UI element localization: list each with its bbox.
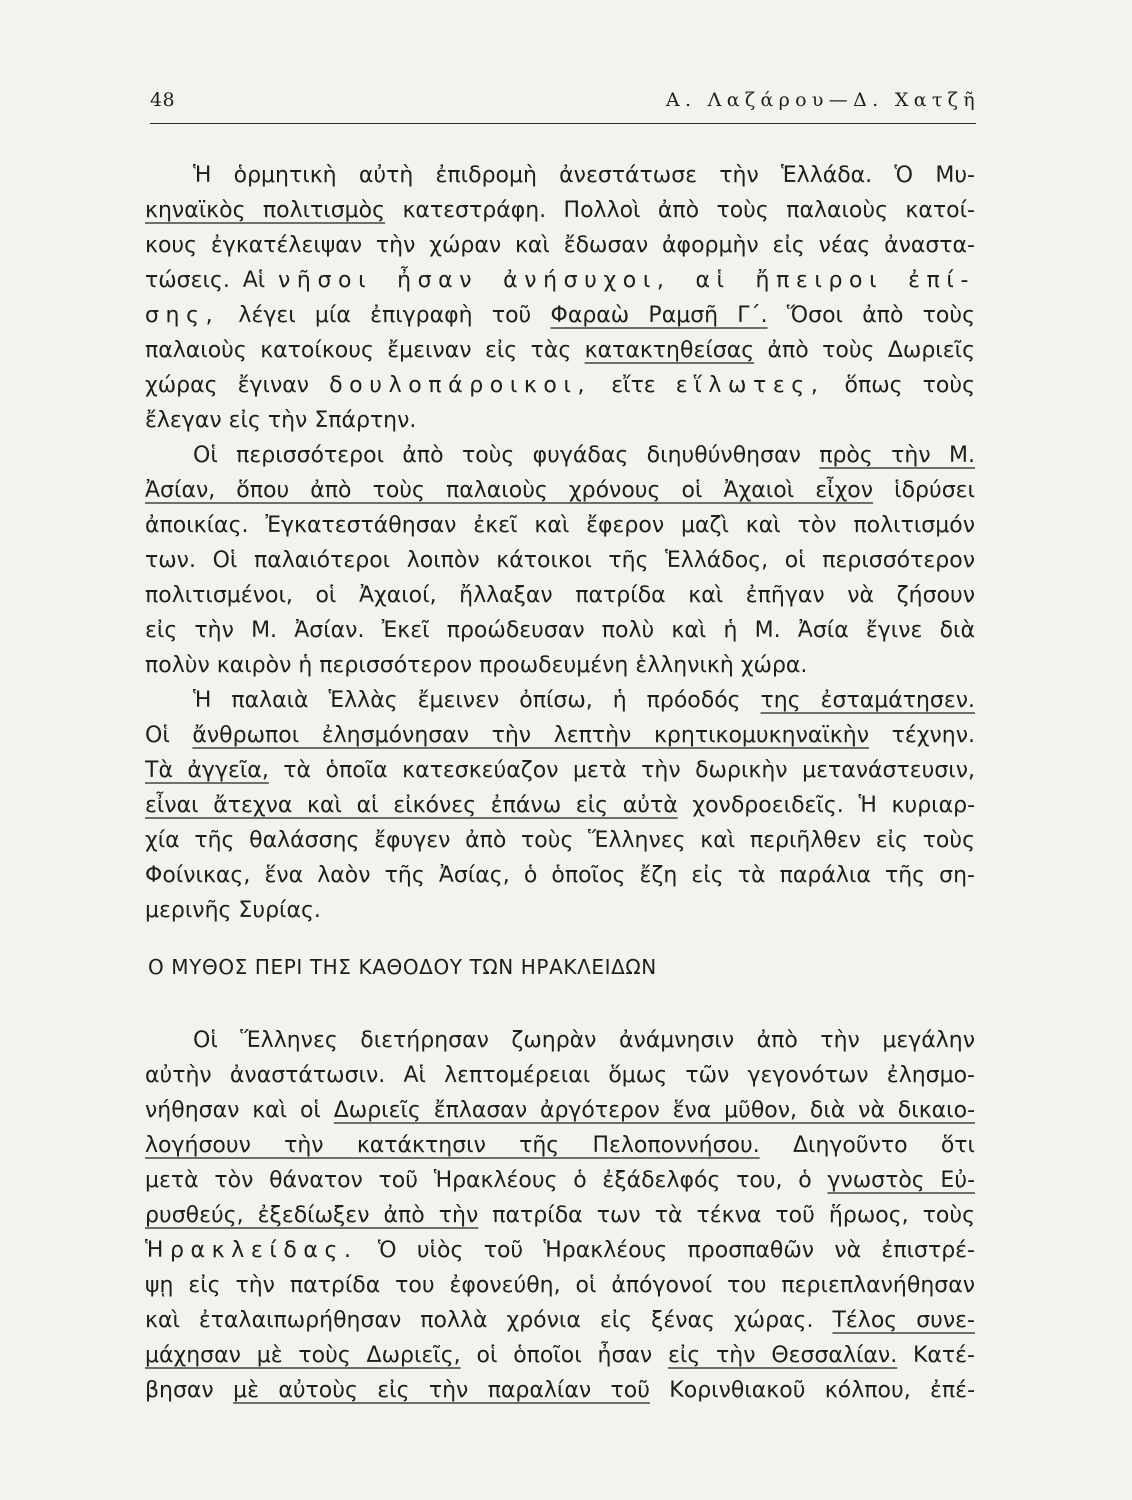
text-line: [145, 1198, 975, 1233]
pencil-underlined-text: Δωριεῖς ἔπλασαν ἀργότερον ἕνα μῦθον, διὰ νὰ δικαιο-: [333, 1098, 975, 1123]
text-line: μερινῆς Συρίας.: [145, 898, 321, 923]
text-segment: τώσεις. Αἱ: [145, 268, 279, 293]
text-line: Ἡ ὁρμητικὴ αὐτὴ ἐπιδρομὴ ἀνεστάτωσε τὴν Ἑλλάδα. Ὁ Μυ-: [193, 163, 975, 188]
letter-spaced-emphasis: Ἡρακλείδας.: [145, 1238, 358, 1263]
text-segment: χονδροειδεῖς. Ἡ κυριαρ-: [677, 793, 975, 818]
text-segment: χώρας ἔγιναν: [145, 373, 330, 398]
paragraph: [145, 158, 975, 438]
text-line: [145, 753, 975, 788]
text-line: ἀποικίας. Ἐγκατεστάθησαν ἐκεῖ καὶ ἔφερον μαζὶ καὶ τὸν πολιτισμόν: [145, 513, 975, 538]
pencil-underlined-text: Τὰ ἀγγεῖα,: [145, 758, 269, 783]
text-line: [145, 333, 975, 368]
text-line: των. Οἱ παλαιότεροι λοιπὸν κάτοικοι τῆς Ἑλλάδος, οἱ περισσότερον: [145, 548, 975, 573]
text-segment: τὰ ὁποῖα κατεσκεύαζον μετὰ τὴν δωρικὴν μετανάστευσιν,: [268, 758, 975, 783]
pencil-underlined-text: της ἐσταμάτησεν.: [760, 688, 975, 713]
text-line: [145, 1233, 975, 1268]
text-line: ψῃ εἰς τὴν πατρίδα του ἐφονεύθη, οἱ ἀπόγονοί του περιεπλανήθησαν: [145, 1273, 975, 1298]
text-segment: μετὰ τὸν θάνατον τοῦ Ἡρακλέους ὁ ἐξάδελφός του, ὁ: [145, 1168, 828, 1193]
text-segment: ἱδρύσει: [873, 478, 975, 503]
text-line: Φοίνικας, ἕνα λαὸν τῆς Ἀσίας, ὁ ὁποῖος ἔζη εἰς τὰ παράλια τῆς ση-: [145, 863, 975, 888]
text-segment: Ὅσοι ἀπὸ τοὺς: [767, 303, 975, 328]
text-segment: κατεστράφη. Πολλοὶ ἀπὸ τοὺς παλαιοὺς κατοί-: [385, 198, 975, 223]
text-line: [145, 1163, 975, 1198]
text-line: [145, 1093, 975, 1128]
pencil-underlined-text: μὲ αὐτοὺς εἰς τὴν παραλίαν τοῦ: [233, 1378, 650, 1403]
letter-spaced-emphasis: νῆσοι ἦσαν ἀνήσυχοι, αἱ ἤπειροι ἐπί-: [278, 268, 975, 293]
text-segment: ὅπως τοὺς: [824, 373, 975, 398]
text-segment: Ἡ παλαιὰ Ἑλλὰς ἔμεινεν ὀπίσω, ἡ πρόοδός: [193, 688, 761, 713]
text-column: [145, 158, 975, 1408]
text-segment: Διηγοῦντο ὅτι: [759, 1133, 975, 1158]
pencil-underlined-text: Φαραὼ Ραμσῆ Γ΄.: [550, 303, 768, 328]
text-segment: Οἱ: [145, 723, 193, 748]
text-line: [145, 788, 975, 823]
text-line: κους ἐγκατέλειψαν τὴν χώραν καὶ ἔδωσαν ἀφορμὴν εἰς νέας ἀναστα-: [145, 233, 975, 258]
paragraph: [145, 683, 975, 928]
paragraph: [145, 438, 975, 683]
text-line: [145, 1373, 975, 1408]
text-segment: τέχνην.: [869, 723, 975, 748]
pencil-underlined-text: εἶναι ἄτεχνα καὶ αἱ εἰκόνες ἐπάνω εἰς αὐτὰ: [145, 793, 678, 818]
text-line: Οἱ Ἕλληνες διετήρησαν ζωηρὰν ἀνάμνησιν ἀπὸ τὴν μεγάλην: [193, 1028, 975, 1053]
pencil-underlined-text: ρυσθεύς, ἐξεδίωξεν ἀπὸ τὴν: [145, 1203, 479, 1228]
text-line: πολιτισμένοι, οἱ Ἀχαιοί, ἤλλαξαν πατρίδα καὶ ἐπῆγαν νὰ ζήσουν: [145, 583, 975, 608]
running-header: [150, 86, 980, 114]
text-segment: βησαν: [145, 1378, 234, 1403]
pencil-underlined-text: Τέλος συνε-: [832, 1308, 975, 1333]
text-segment: Οἱ περισσότεροι ἀπὸ τοὺς φυγάδας διηυθύνθησαν: [193, 443, 820, 468]
text-line: [145, 438, 975, 473]
pencil-underlined-text: μάχησαν μὲ τοὺς Δωριεῖς,: [145, 1343, 461, 1368]
paragraphs-before-heading: [145, 158, 975, 928]
text-line: [145, 1303, 975, 1338]
pencil-underlined-text: κηναϊκὸς πολιτισμὸς: [145, 198, 386, 223]
text-line: πολὺν καιρὸν ἡ περισσότερον προωδευμένη ἑλληνικὴ χώρα.: [145, 653, 808, 678]
text-line: [145, 718, 975, 753]
text-segment: Κορινθιακοῦ κόλπου, ἐπέ-: [649, 1378, 975, 1403]
text-line: [145, 1128, 975, 1163]
text-segment: εἴτε: [591, 373, 676, 398]
text-line: [145, 683, 975, 718]
paragraph: [145, 1023, 975, 1408]
letter-spaced-emphasis: δουλοπάροικοι,: [329, 373, 592, 398]
text-segment: Κατέ-: [897, 1343, 975, 1368]
text-line: ἔλεγαν εἰς τὴν Σπάρτην.: [145, 408, 417, 433]
text-segment: Ὁ υἱὸς τοῦ Ἡρακλέους προσπαθῶν νὰ ἐπιστρέ-: [357, 1238, 975, 1263]
text-segment: παλαιοὺς κατοίκους ἔμειναν εἰς τὰς: [145, 338, 585, 363]
pencil-underlined-text: λογήσουν τὴν κατάκτησιν τῆς Πελοποννήσου.: [145, 1133, 760, 1158]
text-segment: ἀπὸ τοὺς Δωριεῖς: [754, 338, 975, 363]
text-segment: λέγει μία ἐπιγραφὴ τοῦ: [219, 303, 551, 328]
text-line: εἰς τὴν Μ. Ἀσίαν. Ἐκεῖ προώδευσαν πολὺ καὶ ἡ Μ. Ἀσία ἔγινε διὰ: [145, 618, 975, 643]
pencil-underlined-text: πρὸς τὴν Μ.: [819, 443, 975, 468]
running-title: Α. Λαζάρου—Δ. Χατζῆ: [665, 89, 980, 111]
pencil-underlined-text: Ἀσίαν, ὅπου ἀπὸ τοὺς παλαιοὺς χρόνους οἱ Ἀχαιοὶ εἶχον: [145, 478, 874, 503]
text-line: [145, 298, 975, 333]
text-segment: οἱ ὁποῖοι ἦσαν: [460, 1343, 668, 1368]
text-line: [145, 193, 975, 228]
section-heading: Ο ΜΥΘΟΣ ΠΕΡΙ ΤΗΣ ΚΑΘΟΔΟΥ ΤΩΝ ΗΡΑΚΛΕΙΔΩΝ: [148, 955, 657, 979]
text-line: χία τῆς θαλάσσης ἔφυγεν ἀπὸ τοὺς Ἕλληνες καὶ περιῆλθεν εἰς τοὺς: [145, 828, 975, 853]
text-line: [145, 1338, 975, 1373]
text-line: [145, 263, 975, 298]
text-line: αὐτὴν ἀναστάτωσιν. Αἱ λεπτομέρειαι ὅμως τῶν γεγονότων ἐλησμο-: [145, 1063, 975, 1088]
page-number: 48: [150, 89, 175, 111]
text-line: [145, 368, 975, 403]
text-segment: πατρίδα των τὰ τέκνα τοῦ ἥρωος, τοὺς: [478, 1203, 975, 1228]
header-rule: [150, 123, 976, 124]
paragraphs-after-heading: [145, 1023, 975, 1408]
text-segment: καὶ ἐταλαιπωρήθησαν πολλὰ χρόνια εἰς ξένας χώρας.: [145, 1308, 833, 1333]
letter-spaced-emphasis: εἵλωτες,: [675, 373, 825, 398]
pencil-underlined-text: εἰς τὴν Θεσσαλίαν.: [668, 1343, 898, 1368]
pencil-underlined-text: ἄνθρωποι ἐλησμόνησαν τὴν λεπτὴν κρητικομυκηναϊκὴν: [192, 723, 870, 748]
pencil-underlined-text: κατακτηθείσας: [584, 338, 755, 363]
pencil-underlined-text: γνωστὸς Εὐ-: [827, 1168, 975, 1193]
text-segment: νήθησαν καὶ οἱ: [145, 1098, 334, 1123]
letter-spaced-emphasis: σης,: [145, 303, 220, 328]
text-line: [145, 473, 975, 508]
